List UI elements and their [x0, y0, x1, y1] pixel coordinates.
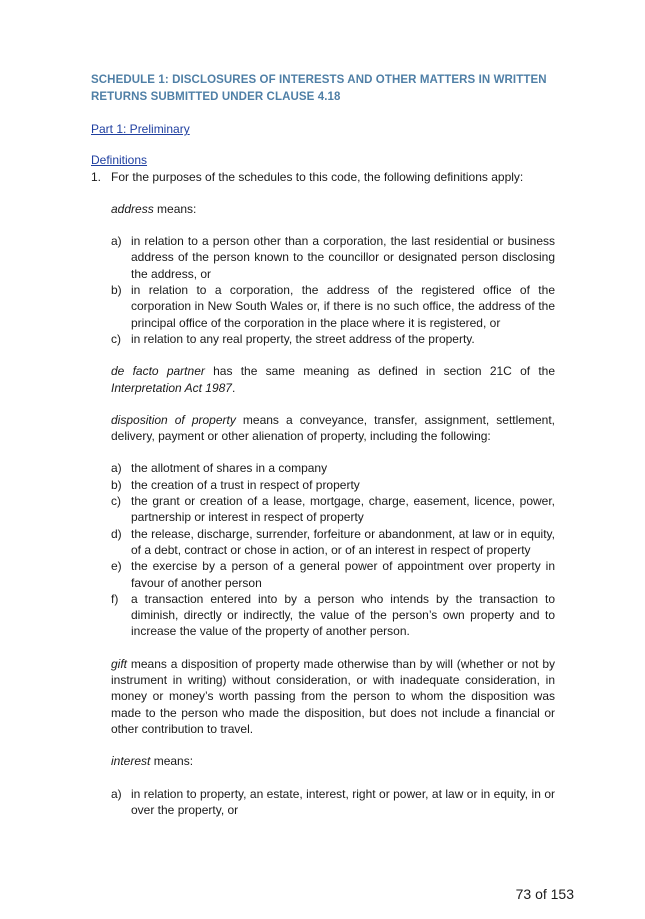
disposition-list: [111, 460, 555, 639]
part-title[interactable]: Part 1: Preliminary: [91, 122, 190, 136]
de-facto-end: .: [231, 380, 236, 395]
list-text: in relation to any real property, the street address of the property.: [131, 331, 475, 346]
interest-list: [111, 786, 555, 819]
list-text: the exercise by a person of a general power of appointment over property in favour of another person: [131, 559, 555, 590]
list-item: [111, 591, 555, 640]
schedule-heading: SCHEDULE 1: DISCLOSURES OF INTERESTS AND OTHER MATTERS IN WRITTEN RETURNS SUBMITTED UNDER CLAUSE 4.18: [91, 74, 547, 103]
definition-address: [111, 201, 555, 217]
definition-de-facto-partner: [111, 363, 555, 396]
list-text: in relation to property, an estate, interest, right or power, at law or in equity, in or over the property, or: [131, 786, 555, 817]
list-label: f): [111, 591, 119, 606]
de-facto-rest: has the same meaning as defined in section 21C of the: [204, 364, 556, 379]
list-label: c): [111, 494, 121, 509]
address-rest: means:: [153, 201, 197, 216]
list-label: a): [111, 786, 122, 801]
page-content: [91, 72, 555, 818]
list-item: [111, 460, 555, 476]
term-address: address: [111, 201, 154, 216]
list-label: a): [111, 461, 122, 476]
list-label: d): [111, 526, 122, 541]
list-item: [111, 282, 555, 331]
definition-gift: [111, 656, 555, 737]
list-text: the allotment of shares in a company: [131, 461, 328, 476]
definitions-title[interactable]: Definitions: [91, 153, 148, 168]
clause-number: 1.: [91, 169, 102, 184]
clause-text: For the purposes of the schedules to this code, the following definitions apply:: [111, 169, 524, 184]
list-item: [111, 233, 555, 282]
act-name: Interpretation Act 1987: [111, 380, 232, 395]
definition-disposition-of-property: [111, 412, 555, 445]
page-number: 73 of 153: [515, 886, 574, 902]
list-text: a transaction entered into by a person who intends by the transaction to diminish, directly or indirectly, the value of the person’s own property and to increase the value of the property of another person.: [131, 591, 555, 639]
list-label: c): [111, 331, 121, 346]
list-item: [111, 786, 555, 819]
list-label: b): [111, 283, 122, 298]
list-text: in relation to a corporation, the address of the registered office of the corporation in New South Wales or, if there is no such office, the address of the principal office of the corporation in the place where it is registered, or: [131, 283, 555, 330]
clause-1: [91, 169, 555, 185]
disposition-rest: means a conveyance, transfer, assignment, settlement, delivery, payment or other alienation of property, including the following:: [111, 412, 555, 444]
list-item: [111, 477, 555, 493]
part-title-link[interactable]: [91, 121, 555, 137]
definitions-title-link[interactable]: [91, 152, 555, 168]
list-item: [111, 526, 555, 559]
list-item: [111, 493, 555, 526]
term-disposition: disposition of property: [111, 412, 236, 427]
term-gift: gift: [111, 656, 128, 671]
term-interest: interest: [111, 754, 151, 769]
term-de-facto-partner: de facto partner: [111, 364, 205, 379]
definitions-body: [111, 201, 555, 818]
definition-interest: [111, 753, 555, 769]
list-text: the release, discharge, surrender, forfeiture or abandonment, at law or in equity, of a debt, contract or chose in action, or of an interest in respect of property: [131, 526, 555, 557]
list-label: a): [111, 234, 122, 249]
list-text: the grant or creation of a lease, mortgage, charge, easement, licence, power, partnership or interest in respect of property: [131, 494, 555, 525]
list-item: [111, 558, 555, 591]
list-label: e): [111, 559, 122, 574]
list-item: [111, 331, 555, 347]
gift-rest: means a disposition of property made otherwise than by will (whether or not by instrument in writing) without consideration, or with inadequate consideration, in money or money’s worth passing from the person to whom the disposition was made to the person who made the disposition, but does not include a financial or other contribution to travel.: [111, 656, 555, 736]
interest-rest: means:: [150, 754, 194, 769]
list-text: in relation to a person other than a corporation, the last residential or business address of the person known to the councillor or designated person disclosing the address, or: [131, 234, 555, 281]
list-label: b): [111, 477, 122, 492]
address-list: [111, 233, 555, 347]
list-text: the creation of a trust in respect of property: [131, 477, 360, 492]
